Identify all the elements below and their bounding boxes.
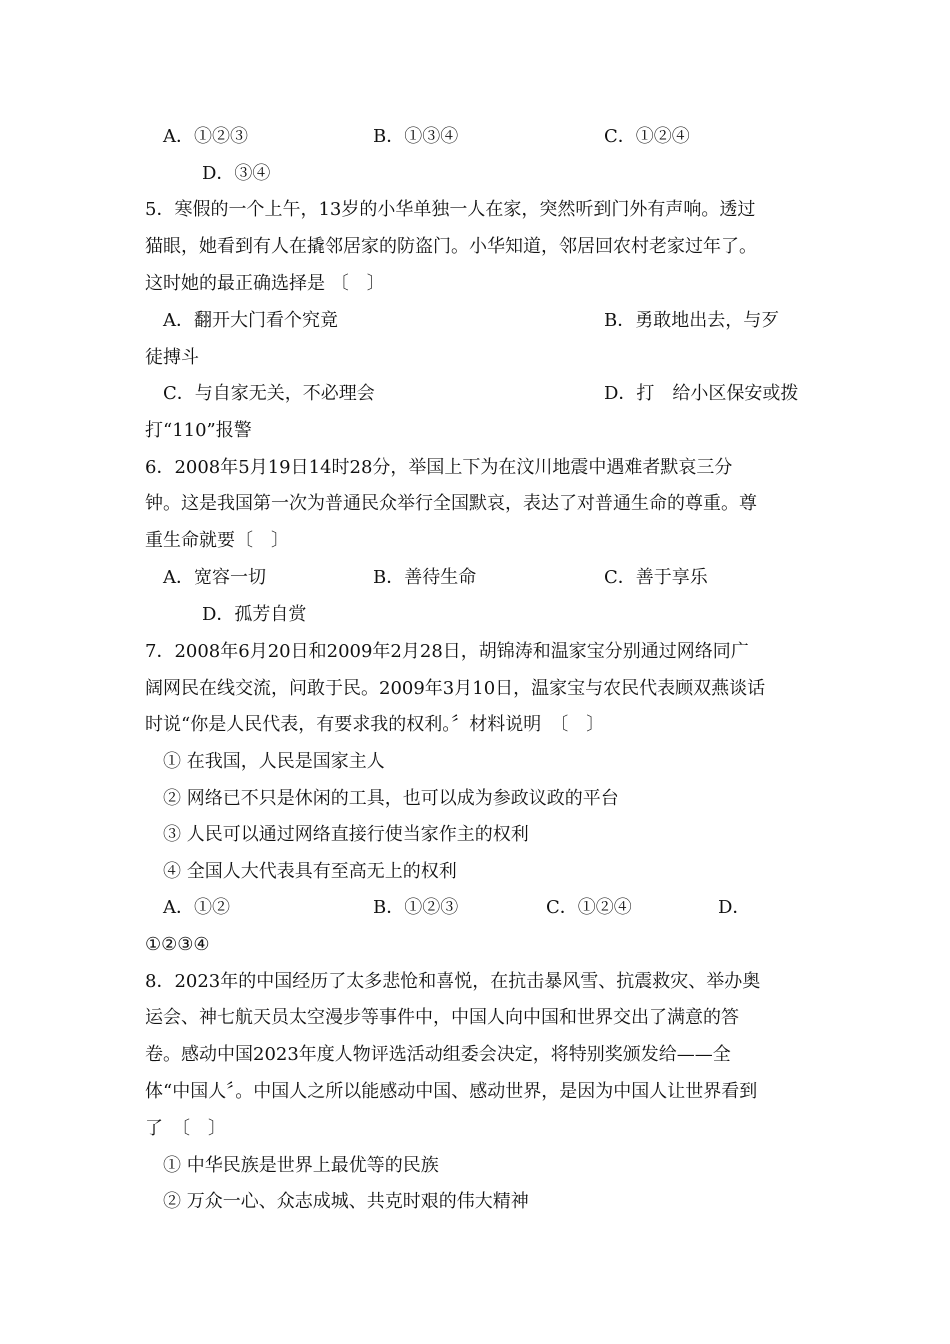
q6-option-c: C．善于享乐 xyxy=(604,567,708,588)
q7-option-d-line-2: ①②③④ xyxy=(145,934,210,955)
q4-option-b: B．①③④ xyxy=(373,126,459,147)
q5-option-a: A．翻开大门看个究竟 xyxy=(163,310,338,331)
q4-option-a: A．①②③ xyxy=(163,126,248,147)
q5-option-c: C．与自家无关，不必理会 xyxy=(163,383,375,404)
q5-option-b-line-2: 徒搏斗 xyxy=(145,347,199,368)
q8-stem-line-3: 卷。感动中国2023年度人物评选活动组委会决定，将特别奖颁发给——全 xyxy=(145,1044,731,1065)
q8-statement-2: ② 万众一心、众志成城、共克时艰的伟大精神 xyxy=(163,1191,529,1212)
q7-statement-2: ② 网络已不只是休闲的工具，也可以成为参政议政的平台 xyxy=(163,788,619,809)
q8-stem-line-4: 体“中国人〞。中国人之所以能感动中国、感动世界，是因为中国人让世界看到 xyxy=(145,1081,758,1102)
q8-stem-line-5: 了 〔 〕 xyxy=(145,1118,226,1139)
q5-option-d-line-1: D．打 给小区保安或拨 xyxy=(604,383,799,404)
q5-stem-line-3: 这时她的最正确选择是 〔 〕 xyxy=(145,273,385,294)
q5-option-d-line-2: 打“110”报警 xyxy=(145,420,252,441)
q7-stem-line-1: 7．2008年6月20日和2009年2月28日，胡锦涛和温家宝分别通过网络同广 xyxy=(145,641,749,662)
q7-option-a: A．①② xyxy=(163,897,230,918)
q7-option-c: C．①②④ xyxy=(546,897,632,918)
q5-option-b-line-1: B．勇敢地出去，与歹 xyxy=(604,310,780,331)
q6-option-d: D．孤芳自赏 xyxy=(202,604,307,625)
q4-option-c: C．①②④ xyxy=(604,126,690,147)
q6-option-b: B．善待生命 xyxy=(373,567,477,588)
q7-statement-4: ④ 全国人大代表具有至高无上的权利 xyxy=(163,861,457,882)
q5-stem-line-2: 猫眼，她看到有人在撬邻居家的防盗门。小华知道，邻居回农村老家过年了。 xyxy=(145,236,757,257)
q6-stem-line-2: 钟。这是我国第一次为普通民众举行全国默哀，表达了对普通生命的尊重。尊 xyxy=(145,493,757,514)
q6-option-a: A．宽容一切 xyxy=(163,567,266,588)
q4-option-d: D．③④ xyxy=(202,163,271,184)
q7-stem-line-3: 时说“你是人民代表，有要求我的权利。〞材料说明 〔 〕 xyxy=(145,714,605,735)
q7-option-d-line-1: D． xyxy=(718,897,751,918)
q8-stem-line-1: 8．2023年的中国经历了太多悲怆和喜悦，在抗击暴风雪、抗震救灾、举办奥 xyxy=(145,971,761,992)
q8-stem-line-2: 运会、神七航天员太空漫步等事件中，中国人向中国和世界交出了满意的答 xyxy=(145,1007,739,1028)
q8-statement-1: ① 中华民族是世界上最优等的民族 xyxy=(163,1155,439,1176)
q6-stem-line-3: 重生命就要〔 〕 xyxy=(145,530,289,551)
q7-statement-3: ③ 人民可以通过网络直接行使当家作主的权利 xyxy=(163,824,529,845)
q5-stem-line-1: 5．寒假的一个上午，13岁的小华单独一人在家，突然听到门外有声响。透过 xyxy=(145,199,756,220)
q7-statement-1: ① 在我国，人民是国家主人 xyxy=(163,751,385,772)
q7-option-b: B．①②③ xyxy=(373,897,459,918)
q7-stem-line-2: 阔网民在线交流，问敢于民。2009年3月10日，温家宝与农民代表顾双燕谈话 xyxy=(145,678,766,699)
q6-stem-line-1: 6．2008年5月19日14时28分，举国上下为在汶川地震中遇难者默哀三分 xyxy=(145,457,733,478)
